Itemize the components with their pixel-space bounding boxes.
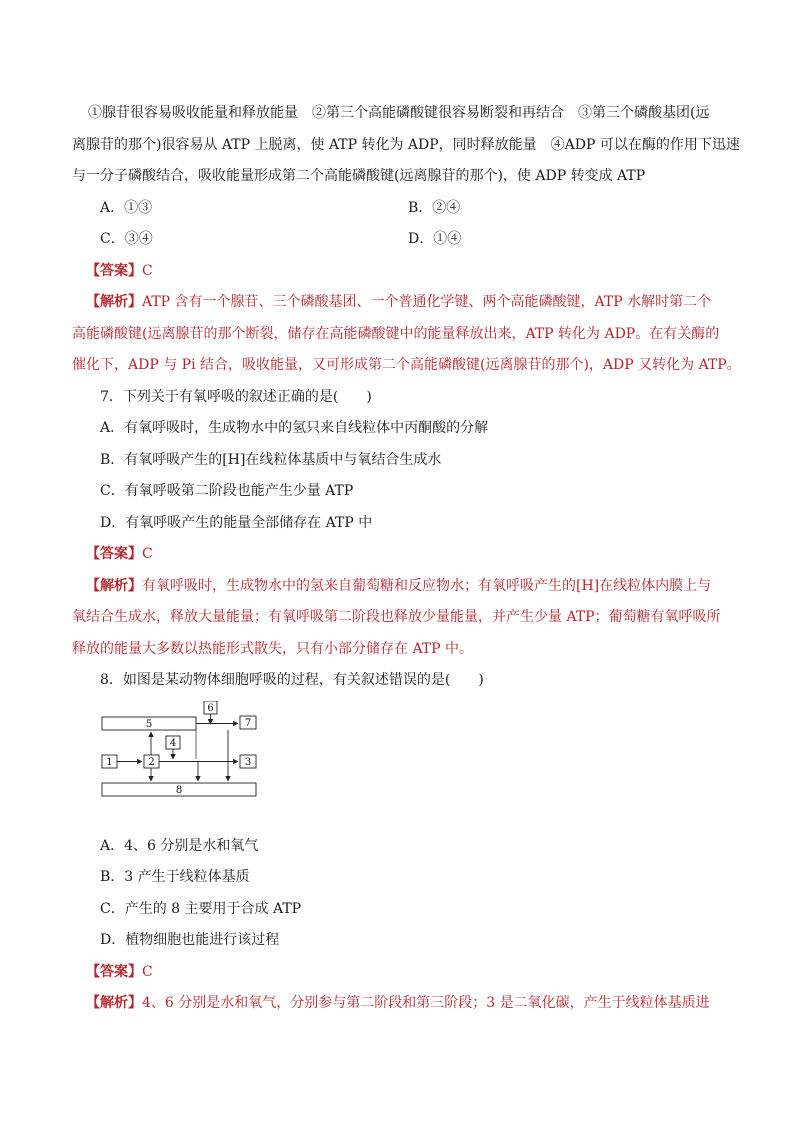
document-page [72,98,741,1020]
q6-analysis-line-3: 催化下，ADP 与 Pi 结合，吸收能量，又可形成第二个高能磷酸键(远离腺苷的那个)，ADP 又转化为 ATP。 [72,357,741,373]
q6-analysis-line-1: ATP 含有一个腺苷、三个磷酸基团、一个普通化学键、两个高能磷酸键，ATP 水解时第二个 [142,294,712,310]
q8-option-c: C．产生的 8 主要用于合成 ATP [100,900,302,917]
q6-answer [72,256,724,288]
q7-analysis-line-1: 有氧呼吸时，生成物水中的氢来自葡萄糖和反应物水；有氧呼吸产生的[H]在线粒体内膜上与 [142,577,712,594]
q8-analysis-tag: 【解析】 [86,995,142,1011]
q6-stem-line-1: ①腺苷很容易吸收能量和释放能量 ②第三个高能磷酸键很容易断裂和再结合 ③第三个磷酸基团(远 [88,105,710,121]
q6-answer-value: C [142,262,153,279]
diagram-label-4: 4 [169,737,177,749]
diagram-label-2: 2 [148,756,155,768]
q8-analysis-line-1: 4、6 分别是水和氧气，分别参与第二阶段和第三阶段；3 是二氧化碳，产生于线粒体基质进 [142,995,710,1011]
q8-answer-value: C [142,963,153,980]
q6-analysis-line-2: 高能磷酸键(远离腺苷的那个断裂，储存在高能磷酸键中的能量释放出来，ATP 转化为 ADP。在有关酶的 [72,325,720,342]
q6-options-row-2 [72,224,724,256]
q7-analysis-line-2: 氧结合生成水，释放大量能量；有氧呼吸第二阶段也释放少量能量，并产生少量 ATP；葡萄糖有氧呼吸所 [72,609,721,625]
q6-stem [72,98,740,193]
q7-option-c: C．有氧呼吸第二阶段也能产生少量 ATP [100,483,354,499]
q7-analysis-line-3: 释放的能量大多数以热能形式散失，只有小部分储存在 ATP 中。 [72,640,474,657]
q8-answer [72,957,724,989]
q6-option-b: B．②④ [408,199,461,216]
q8-option-a: A．4、6 分别是水和氧气 [100,837,259,854]
q7-answer [72,539,724,571]
q6-stem-line-2: 离腺苷的那个)很容易从 ATP 上脱离，使 ATP 转化为 ADP，同时释放能量 ④ADP 可以在酶的作用下迅速 [72,136,740,153]
diagram-label-1: 1 [106,756,113,768]
respiration-diagram-svg [100,701,270,811]
q6-answer-tag: 【答案】 [86,262,142,279]
q6-analysis-tag: 【解析】 [86,294,142,310]
q8-option-d: D．植物细胞也能进行该过程 [100,932,280,948]
q6-option-a: A．①③ [100,199,153,216]
q6-option-c: C．③④ [100,231,153,247]
q8-stem: 8．如图是某动物体细胞呼吸的过程，有关叙述错误的是( ) [100,672,484,688]
q7-stem: 7．下列关于有氧呼吸的叙述正确的是( ) [100,388,372,405]
q6-option-d: D．①④ [408,231,462,247]
q8-analysis [72,988,724,1020]
q6-options-row-1 [72,193,724,225]
q6-stem-line-3: 与一分子磷酸结合，吸收能量形成第二个高能磷酸键(远离腺苷的那个)，使 ADP 转变成 ATP [72,168,646,184]
q7-option-d: D．有氧呼吸产生的能量全部储存在 ATP 中 [100,514,373,531]
diagram-label-5: 5 [145,718,153,730]
q7-answer-value: C [142,546,153,562]
q6-analysis [72,287,741,382]
diagram-label-8: 8 [175,784,183,796]
q7-analysis [72,571,724,666]
q8-answer-tag: 【答案】 [86,963,142,980]
q8-option-b: B．3 产生于线粒体基质 [100,869,250,885]
q7-answer-tag: 【答案】 [86,546,142,562]
q7-option-b: B．有氧呼吸产生的[H]在线粒体基质中与氧结合生成水 [100,451,442,468]
diagram-label-6: 6 [207,702,214,714]
q7-analysis-tag: 【解析】 [86,577,142,594]
diagram-label-7: 7 [244,717,252,729]
diagram-label-3: 3 [244,756,252,768]
q7-option-a: A．有氧呼吸时，生成物水中的氢只来自线粒体中丙酮酸的分解 [100,420,489,436]
respiration-diagram [72,701,724,829]
